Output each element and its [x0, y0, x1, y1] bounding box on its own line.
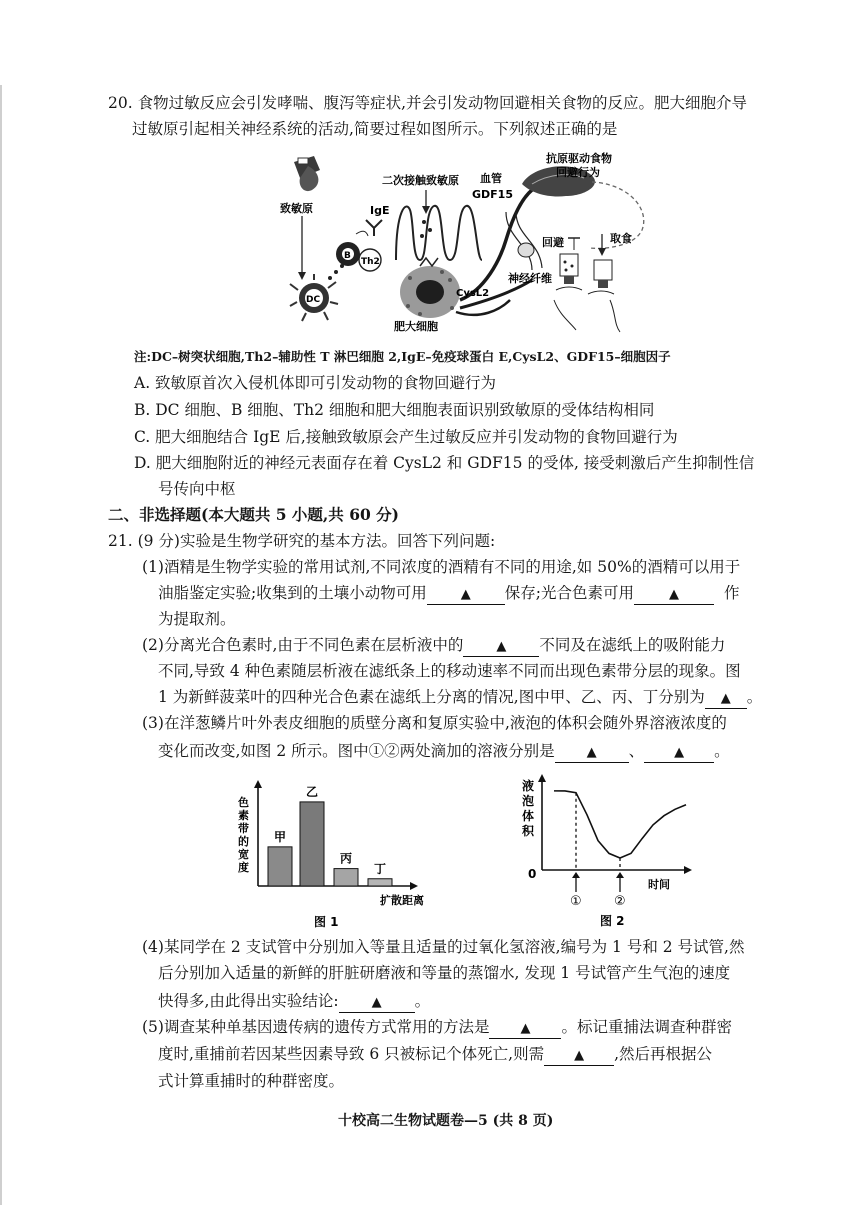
answer-blank-9[interactable]: ▲ — [544, 1045, 614, 1066]
label-b: B — [344, 251, 351, 261]
fig2-x-label: 时间 — [648, 878, 670, 891]
label-gdf15: GDF15 — [472, 188, 513, 201]
q20-figure — [270, 150, 670, 340]
q21-p3-text3: 。 — [714, 742, 730, 760]
label-th2: Th2 — [361, 257, 380, 267]
q21-p5-text3: 度时,重捕前若因某些因素导致 6 只被标记个体死亡,则需 — [158, 1045, 545, 1063]
figure-1-bar-chart — [228, 780, 448, 930]
fig1-bar-2 — [300, 802, 324, 886]
q20-stem-line2: 过敏原引起相关神经系统的活动,简要过程如图所示。下列叙述正确的是 — [132, 120, 618, 138]
q20-option-c: C. 肥大细胞结合 IgE 后,接触致敏原会产生过敏反应并引发动物的食物回避行为 — [134, 428, 678, 446]
fig1-bar-label-3: 丙 — [340, 851, 353, 866]
label-avoid: 回避 — [542, 236, 564, 249]
label-eat: 取食 — [610, 232, 632, 245]
q20-option-d-line1: D. 肥大细胞附近的神经元表面存在着 CysL2 和 GDF15 的受体, 接受刺激后产生抑制性信 — [134, 454, 755, 472]
q21-p2-text2: 不同及在滤纸上的吸附能力 — [539, 636, 726, 654]
answer-blank-3[interactable]: ▲ — [463, 636, 539, 657]
fig1-y-label-char: 色 — [238, 796, 249, 809]
q21-p3-text2: 、 — [628, 742, 645, 760]
fig1-bar-label-2: 乙 — [306, 784, 319, 799]
fig1-caption: 图 1 — [314, 915, 339, 929]
q21-p3-text1: 变化而改变,如图 2 所示。图中①②两处滴加的溶液分别是 — [158, 742, 555, 760]
fig1-bar-3 — [334, 869, 358, 886]
intestinal-villi-icon — [396, 206, 482, 260]
q21-p1-line2 — [158, 582, 739, 605]
page-footer: 十校高二生物试题卷—5 (共 8 页) — [338, 1113, 554, 1129]
answer-blank-4[interactable]: ▲ — [705, 688, 747, 709]
fig2-series-line — [554, 791, 686, 858]
answer-blank-5[interactable]: ▲ — [555, 742, 629, 763]
q21-p2-text3: 1 为新鲜菠菜叶的四种光合色素在滤纸上分离的情况,图中甲、乙、丙、丁分别为 — [158, 688, 705, 706]
fig1-x-label: 扩散距离 — [380, 894, 424, 907]
fig2-arrowhead-1 — [572, 872, 580, 878]
q21-p5-text4: ,然后再根据公 — [614, 1045, 713, 1063]
label-dc: DC — [306, 295, 321, 305]
q21-p1-line3: 为提取剂。 — [158, 610, 236, 628]
fig1-bar-label-4: 丁 — [374, 861, 387, 876]
label-ige: IgE — [370, 204, 390, 217]
q21-p5-line3: 式计算重捕时的种群密度。 — [158, 1072, 345, 1090]
fig2-y-label — [522, 778, 535, 838]
q21-p2-line1 — [142, 634, 725, 657]
label-aversion1: 抗原驱动食物 — [546, 152, 612, 165]
q20-option-a: A. 致敏原首次入侵机体即可引发动物的食物回避行为 — [134, 374, 497, 392]
q20-option-d-line2: 号传向中枢 — [158, 480, 236, 498]
bottle-avoid-icon — [556, 254, 582, 290]
q21-p1-text1: 油脂鉴定实验;收集到的土壤小动物可用 — [158, 584, 427, 602]
q21-head: 21. (9 分)实验是生物学研究的基本方法。回答下列问题: — [108, 532, 496, 550]
q20-note: 注:DC–树突状细胞,Th2–辅助性 T 淋巴细胞 2,IgE–免疫球蛋白 E,CysL2、GDF15–细胞因子 — [134, 349, 671, 364]
q21-p4-line2: 后分别加入适量的新鲜的肝脏研磨液和等量的蒸馏水, 发现 1 号试管产生气泡的速度 — [158, 964, 731, 982]
fig2-marker-2-label: ② — [614, 894, 626, 909]
q20-option-b: B. DC 细胞、B 细胞、Th2 细胞和肥大细胞表面识别致敏原的受体结构相同 — [134, 401, 655, 419]
label-vessel: 血管 — [480, 172, 502, 185]
section-2-title: 二、非选择题(本大题共 5 小题,共 60 分) — [108, 505, 400, 524]
fig2-y-label-char: 体 — [522, 809, 535, 823]
bottle-eat-icon — [588, 260, 614, 294]
q21-p3-line2 — [158, 740, 730, 763]
label-nerve: 神经纤维 — [508, 272, 552, 285]
q21-p4-text2: 。 — [414, 992, 431, 1010]
fig2-y-label-char: 液 — [522, 779, 535, 793]
label-aversion2: 回避行为 — [556, 166, 600, 179]
fig1-bar-4 — [368, 879, 392, 886]
q21-p5-text1: (5)调查某种单基因遗传病的遗传方式常用的方法是 — [142, 1018, 490, 1036]
answer-blank-6[interactable]: ▲ — [644, 742, 714, 763]
q21-p4-line1: (4)某同学在 2 支试管中分别加入等量且适量的过氧化氢溶液,编号为 1 号和 2 号试管,然 — [142, 938, 745, 956]
q21-p3-line1: (3)在洋葱鳞片叶外表皮细胞的质壁分离和复原实验中,液泡的体积会随外界溶液浓度的 — [142, 714, 727, 732]
fig2-caption: 图 2 — [600, 914, 625, 928]
q20-stem-line1: 20. 食物过敏反应会引发哮喘、腹泻等症状,并会引发动物回避相关食物的反应。肥大细胞介导 — [108, 94, 748, 112]
fig1-y-label-char: 带 — [238, 822, 249, 835]
allergen-food-icon — [294, 156, 320, 191]
fig1-y-label-char: 的 — [238, 835, 249, 848]
answer-blank-8[interactable]: ▲ — [489, 1018, 561, 1039]
q21-p4-text1: 快得多,由此得出实验结论: — [158, 992, 339, 1010]
q21-p2-line3 — [158, 686, 762, 709]
fig1-y-label-char: 度 — [238, 861, 249, 874]
label-allergen: 致敏原 — [280, 202, 313, 215]
q21-p5-text2: 。标记重捕法调查种群密 — [561, 1018, 732, 1036]
fig1-y-label-char: 素 — [238, 809, 249, 822]
q21-p2-line2: 不同,导致 4 种色素随层析液在滤纸条上的移动速率不同而出现色素带分层的现象。图 — [158, 662, 741, 680]
q21-p4-line3 — [158, 990, 430, 1013]
fig2-y-label-char: 积 — [522, 824, 535, 838]
fig1-y-label-char: 宽 — [238, 848, 249, 861]
q21-p2-text1: (2)分离光合色素时,由于不同色素在层析液中的 — [142, 636, 464, 654]
fig2-marker-1-label: ① — [570, 894, 582, 909]
answer-blank-2[interactable]: ▲ — [634, 584, 714, 605]
fig1-bar-1 — [268, 847, 292, 886]
q21-p1-line1: (1)酒精是生物学实验的常用试剂,不同浓度的酒精有不同的用途,如 50%的酒精可以用于 — [142, 558, 741, 576]
answer-blank-7[interactable]: ▲ — [339, 992, 415, 1013]
figure-2-line-chart — [510, 772, 710, 930]
ige-antibody-icon — [366, 220, 382, 236]
label-second-contact: 二次接触致敏原 — [382, 174, 459, 187]
q21-p2-text4: 。 — [746, 688, 763, 706]
q21-p1-text3: 作 — [723, 584, 740, 602]
fig1-bar-label-1: 甲 — [274, 829, 287, 844]
blood-vessel-icon — [506, 212, 532, 270]
answer-blank-1[interactable]: ▲ — [427, 584, 505, 605]
q21-p5-line1 — [142, 1016, 732, 1039]
fig2-y-label-char: 泡 — [522, 794, 535, 808]
q21-p1-text2: 保存;光合色素可用 — [504, 584, 634, 602]
mast-cell-icon — [400, 266, 460, 318]
fig2-arrowhead-2 — [616, 872, 624, 878]
label-cysl2: CysL2 — [456, 288, 490, 299]
scan-edge — [0, 85, 2, 1205]
fig2-origin: 0 — [528, 867, 537, 881]
q21-p5-line2 — [158, 1043, 712, 1066]
label-mast-cell: 肥大细胞 — [394, 320, 438, 333]
